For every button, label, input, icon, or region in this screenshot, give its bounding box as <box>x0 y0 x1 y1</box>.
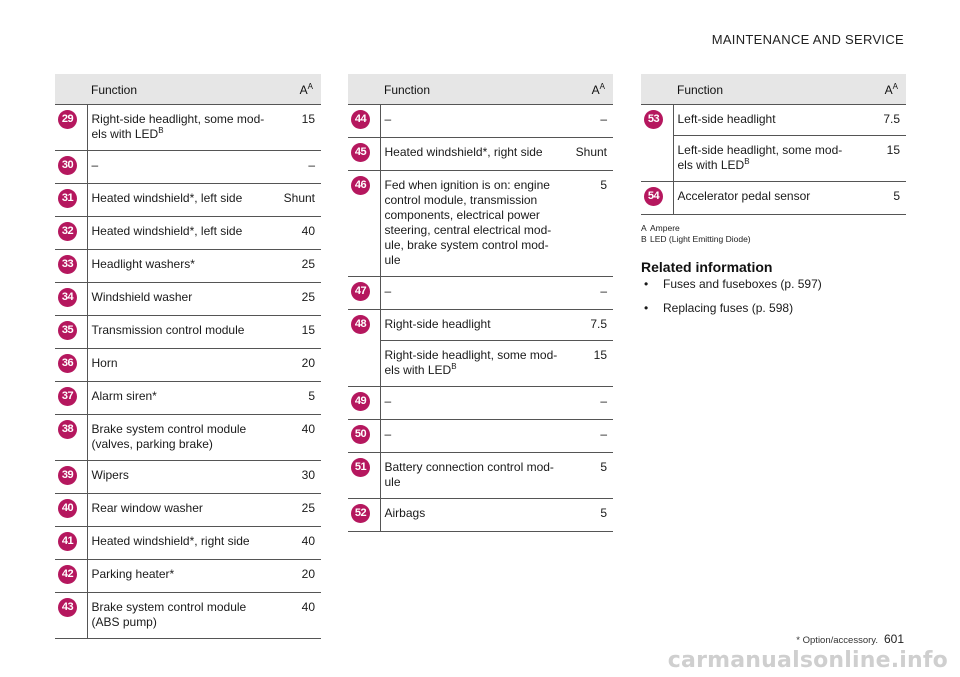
watermark: carmanualsonline.info <box>667 648 948 673</box>
fuse-ampere-cell: – <box>563 105 613 138</box>
fuse-number-cell <box>348 105 380 138</box>
fuse-function-text: Battery connection control mod-ule <box>384 460 554 489</box>
fuse-function-text: Wipers <box>91 468 129 482</box>
fuse-function-text: Parking heater* <box>91 567 175 581</box>
page-header-title: MAINTENANCE AND SERVICE <box>711 32 904 47</box>
fuse-ampere-cell: 40 <box>271 217 321 250</box>
fuse-function-cell <box>87 382 271 415</box>
table-row <box>348 171 613 277</box>
table-row <box>348 387 613 420</box>
fuse-number-badge: 49 <box>351 392 370 411</box>
table-header-row <box>348 75 613 105</box>
table-row <box>55 151 321 184</box>
fuse-function-cell <box>673 136 856 182</box>
fuse-number-badge: 44 <box>351 110 370 129</box>
fuse-function-text: Left-side headlight, some mod-els with LED <box>677 143 843 172</box>
header-number-cell <box>55 75 87 105</box>
fuse-number-cell <box>55 560 87 593</box>
fuse-table-column-2 <box>348 74 613 532</box>
related-information-heading: Related information <box>641 259 773 275</box>
fuse-function-text: Left-side headlight <box>677 112 776 126</box>
header-ampere: $A^A$ <box>271 75 321 105</box>
fuse-function-cell <box>380 171 563 277</box>
fuse-function-cell <box>380 420 563 453</box>
fuse-function-cell <box>87 250 271 283</box>
fuse-ampere-cell: 15 <box>271 316 321 349</box>
table-row <box>641 136 906 182</box>
fuse-number-cell <box>348 387 380 420</box>
fuse-function-cell <box>673 182 856 215</box>
fuse-ampere-cell: – <box>563 387 613 420</box>
fuse-ampere-cell: 25 <box>271 494 321 527</box>
fuse-table-column-3 <box>641 74 906 325</box>
fuse-ampere-cell: 5 <box>563 171 613 277</box>
fuse-number-badge: 52 <box>351 504 370 523</box>
fuse-number-cell <box>55 250 87 283</box>
table-row <box>55 316 321 349</box>
fuse-function-cell <box>87 415 271 461</box>
header-ampere: $A^A$ <box>563 75 613 105</box>
fuse-number-cell <box>55 316 87 349</box>
fuse-ampere-cell: 40 <box>271 415 321 461</box>
fuse-function-cell <box>87 217 271 250</box>
fuse-number-cell <box>641 182 673 215</box>
table-row <box>348 453 613 499</box>
fuse-function-text: Right-side headlight, some mod-els with LED <box>91 112 265 141</box>
footnote-reference: B <box>451 362 457 371</box>
fuse-function-cell <box>380 138 563 171</box>
fuse-function-text: Heated windshield*, right side <box>91 534 250 548</box>
table-row <box>348 499 613 532</box>
fuse-number-badge: 53 <box>644 110 663 129</box>
fuse-ampere-cell: 5 <box>271 382 321 415</box>
fuse-function-cell <box>380 310 563 341</box>
fuse-number-cell <box>55 494 87 527</box>
fuse-function-cell <box>87 184 271 217</box>
footnote-b: B LED (Light Emitting Diode) <box>641 234 751 244</box>
page-footer <box>796 632 904 646</box>
table-header-row <box>55 75 321 105</box>
fuse-function-cell <box>380 453 563 499</box>
table-row <box>55 105 321 151</box>
fuse-ampere-cell: 7.5 <box>563 310 613 341</box>
table-row <box>641 105 906 136</box>
fuse-number-badge: 37 <box>58 387 77 406</box>
fuse-function-text: Alarm siren* <box>91 389 157 403</box>
fuse-function-cell <box>380 499 563 532</box>
fuse-number-badge: 34 <box>58 288 77 307</box>
fuse-number-cell <box>348 171 380 277</box>
fuse-function-cell <box>380 341 563 387</box>
fuse-number-cell <box>55 382 87 415</box>
related-link-fuses-and-fuseboxes[interactable]: • Fuses and fuseboxes (p. 597) <box>641 277 906 292</box>
fuse-ampere-cell: 25 <box>271 250 321 283</box>
related-information-list <box>641 277 906 316</box>
table-row <box>55 250 321 283</box>
fuse-number-cell <box>348 310 380 387</box>
fuse-function-cell <box>87 461 271 494</box>
table-row <box>55 349 321 382</box>
fuse-table-column-1 <box>55 74 321 639</box>
fuse-function-cell <box>380 277 563 310</box>
fuse-number-cell <box>55 593 87 639</box>
fuse-number-badge: 46 <box>351 176 370 195</box>
fuse-number-cell <box>55 105 87 151</box>
fuse-number-cell <box>55 415 87 461</box>
fuse-function-text: Windshield washer <box>91 290 193 304</box>
fuse-number-badge: 33 <box>58 255 77 274</box>
fuse-function-text: Accelerator pedal sensor <box>677 189 811 203</box>
fuse-function-text: – <box>384 284 392 298</box>
fuse-function-cell <box>87 349 271 382</box>
table-row <box>55 593 321 639</box>
fuse-function-text: Right-side headlight, some mod-els with LED <box>384 348 558 377</box>
table-row <box>55 560 321 593</box>
fuse-ampere-cell: 40 <box>271 593 321 639</box>
table-row <box>55 527 321 560</box>
fuse-function-text: Brake system control module (ABS pump) <box>91 600 247 629</box>
fuse-ampere-cell: 40 <box>271 527 321 560</box>
fuse-function-text: Fed when ignition is on: engine control module, transmission components, electrical power steering, central electrical mod-ule, brake system control mod-ule <box>384 178 552 267</box>
fuse-function-text: Headlight washers* <box>91 257 195 271</box>
fuse-number-badge: 40 <box>58 499 77 518</box>
fuse-function-text: – <box>384 427 392 441</box>
fuse-number-badge: 50 <box>351 425 370 444</box>
fuse-number-cell <box>348 453 380 499</box>
fuse-ampere-cell: 25 <box>271 283 321 316</box>
fuse-ampere-cell: 20 <box>271 560 321 593</box>
fuse-number-badge: 54 <box>644 187 663 206</box>
footnotes <box>641 223 906 245</box>
fuse-ampere-cell: – <box>563 277 613 310</box>
table-row <box>55 283 321 316</box>
fuse-ampere-cell: 15 <box>271 105 321 151</box>
fuse-ampere-cell: 7.5 <box>856 105 906 136</box>
fuse-number-badge: 51 <box>351 458 370 477</box>
fuse-ampere-cell: Shunt <box>271 184 321 217</box>
fuse-ampere-cell: – <box>563 420 613 453</box>
table-row <box>348 138 613 171</box>
header-number-cell <box>348 75 380 105</box>
fuse-number-cell <box>55 461 87 494</box>
table-row <box>348 277 613 310</box>
table-row <box>55 494 321 527</box>
fuse-ampere-cell: 15 <box>856 136 906 182</box>
header-function: Function <box>87 75 271 105</box>
fuse-function-cell <box>87 105 271 151</box>
fuse-function-cell <box>380 105 563 138</box>
fuse-number-cell <box>55 217 87 250</box>
fuse-function-cell <box>87 527 271 560</box>
fuse-ampere-cell: 15 <box>563 341 613 387</box>
fuse-function-text: – <box>91 158 99 172</box>
option-accessory-note: * Option/accessory. <box>796 635 878 646</box>
fuse-function-text: Heated windshield*, right side <box>384 145 543 159</box>
fuse-function-cell <box>87 593 271 639</box>
table-row <box>55 184 321 217</box>
fuse-table <box>348 74 613 532</box>
table-row <box>55 415 321 461</box>
fuse-number-cell <box>348 420 380 453</box>
fuse-number-badge: 38 <box>58 420 77 439</box>
footnote-reference: B <box>158 126 164 135</box>
fuse-table <box>55 74 321 639</box>
fuse-function-text: Heated windshield*, left side <box>91 191 243 205</box>
fuse-function-cell <box>673 105 856 136</box>
table-header-row <box>641 75 906 105</box>
footnote-reference: B <box>744 157 750 166</box>
fuse-function-text: Rear window washer <box>91 501 203 515</box>
fuse-number-badge: 29 <box>58 110 77 129</box>
fuse-ampere-cell: 5 <box>856 182 906 215</box>
fuse-function-text: Airbags <box>384 506 426 520</box>
fuse-function-cell <box>87 560 271 593</box>
fuse-number-badge: 43 <box>58 598 77 617</box>
fuse-number-cell <box>55 151 87 184</box>
fuse-number-cell <box>641 105 673 182</box>
fuse-table <box>641 74 906 215</box>
fuse-number-cell <box>55 349 87 382</box>
header-function: Function <box>673 75 856 105</box>
fuse-function-text: Brake system control module (valves, parking brake) <box>91 422 247 451</box>
header-ampere: $A^A$ <box>856 75 906 105</box>
fuse-number-badge: 36 <box>58 354 77 373</box>
fuse-function-text: Heated windshield*, left side <box>91 224 243 238</box>
fuse-function-cell <box>87 316 271 349</box>
fuse-number-badge: 35 <box>58 321 77 340</box>
fuse-number-badge: 42 <box>58 565 77 584</box>
fuse-number-badge: 47 <box>351 282 370 301</box>
fuse-ampere-cell: 5 <box>563 453 613 499</box>
fuse-function-text: Horn <box>91 356 118 370</box>
fuse-ampere-cell: Shunt <box>563 138 613 171</box>
fuse-function-cell <box>87 151 271 184</box>
fuse-number-badge: 30 <box>58 156 77 175</box>
table-row <box>55 461 321 494</box>
fuse-function-cell <box>87 494 271 527</box>
fuse-ampere-cell: 20 <box>271 349 321 382</box>
table-row <box>641 182 906 215</box>
fuse-number-badge: 45 <box>351 143 370 162</box>
table-row <box>348 105 613 138</box>
fuse-number-badge: 48 <box>351 315 370 334</box>
fuse-number-cell <box>348 138 380 171</box>
related-link-replacing-fuses[interactable]: • Replacing fuses (p. 598) <box>641 301 906 316</box>
fuse-function-cell <box>380 387 563 420</box>
fuse-ampere-cell: 30 <box>271 461 321 494</box>
fuse-function-text: Right-side headlight <box>384 317 491 331</box>
fuse-function-text: – <box>384 112 392 126</box>
fuse-ampere-cell: – <box>271 151 321 184</box>
fuse-number-badge: 41 <box>58 532 77 551</box>
table-row <box>348 310 613 341</box>
page-number: 601 <box>883 632 904 646</box>
fuse-number-cell <box>55 283 87 316</box>
fuse-number-badge: 31 <box>58 189 77 208</box>
fuse-function-text: Transmission control module <box>91 323 245 337</box>
table-row <box>55 382 321 415</box>
fuse-number-cell <box>55 184 87 217</box>
fuse-number-badge: 39 <box>58 466 77 485</box>
table-row <box>348 341 613 387</box>
header-number-cell <box>641 75 673 105</box>
fuse-number-cell <box>348 277 380 310</box>
fuse-number-cell <box>348 499 380 532</box>
fuse-function-cell <box>87 283 271 316</box>
fuse-ampere-cell: 5 <box>563 499 613 532</box>
fuse-function-text: – <box>384 394 392 408</box>
table-row <box>55 217 321 250</box>
fuse-number-cell <box>55 527 87 560</box>
header-function: Function <box>380 75 563 105</box>
footnote-a: A Ampere <box>641 223 680 233</box>
table-row <box>348 420 613 453</box>
fuse-number-badge: 32 <box>58 222 77 241</box>
